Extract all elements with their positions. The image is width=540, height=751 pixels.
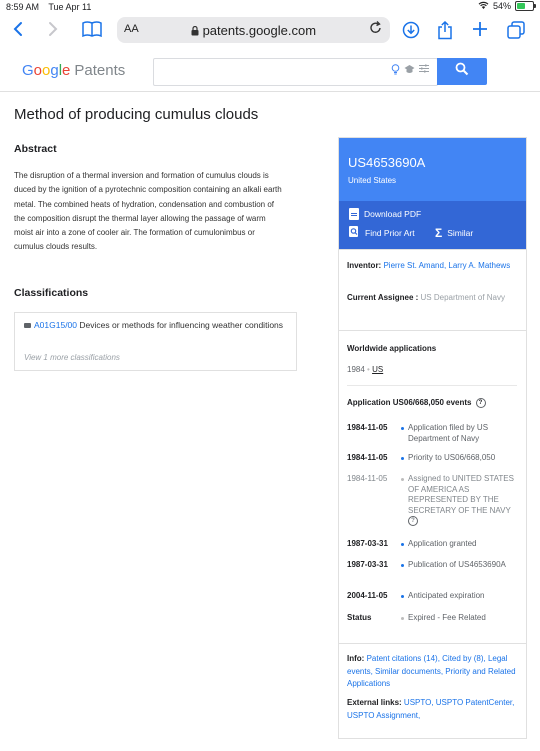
download-pdf-button[interactable] bbox=[349, 208, 421, 220]
patents-header bbox=[0, 52, 540, 92]
status-date: Tue Apr 11 bbox=[48, 2, 92, 12]
battery-percent: 54% bbox=[492, 1, 511, 11]
event-text: Assigned to UNITED STATES OF AMERICA AS REPRESENTED BY THE SECRETARY OF THE NAVY ? bbox=[408, 474, 514, 524]
inventor-line bbox=[347, 260, 517, 273]
reload-icon[interactable] bbox=[370, 21, 382, 37]
page-title: Method of producing cumulus clouds bbox=[14, 106, 259, 123]
external-links[interactable]: USPTO, USPTO PatentCenter, USPTO Assignment, bbox=[347, 698, 515, 720]
inventor-section bbox=[339, 249, 526, 330]
tabs-overview-icon[interactable] bbox=[507, 21, 525, 42]
url-text bbox=[117, 23, 390, 38]
assignee-label: Current Assignee : bbox=[347, 293, 419, 302]
classification-description: Devices or methods for influencing weather conditions bbox=[79, 320, 284, 330]
event-dot bbox=[401, 543, 404, 546]
event-dot bbox=[401, 427, 404, 430]
back-icon[interactable] bbox=[12, 21, 24, 40]
bookmarks-icon[interactable] bbox=[82, 21, 102, 40]
patent-summary-card bbox=[338, 137, 527, 739]
external-links-label: External links: bbox=[347, 698, 402, 707]
info-label: Info: bbox=[347, 654, 365, 663]
forward-icon[interactable] bbox=[47, 21, 59, 40]
event-date: 1984-11-05 bbox=[347, 453, 388, 462]
event-dot bbox=[401, 478, 404, 481]
event-text: Application filed by US Department of Navy bbox=[408, 423, 489, 443]
address-bar[interactable] bbox=[117, 17, 390, 43]
event-dot bbox=[401, 564, 404, 567]
prior-art-search-icon bbox=[349, 226, 360, 240]
application-events-heading bbox=[347, 397, 486, 410]
status-value: Expired - Fee Related bbox=[408, 613, 486, 622]
info-line bbox=[347, 653, 519, 691]
inventor-links[interactable]: Pierre St. Amand, Larry A. Mathews bbox=[383, 261, 511, 270]
event-text: Application granted bbox=[408, 539, 477, 548]
find-prior-art-button[interactable] bbox=[349, 226, 415, 240]
search-icon bbox=[455, 62, 469, 81]
assignee-value: US Department of Navy bbox=[420, 293, 505, 302]
worldwide-country-link[interactable]: US bbox=[372, 365, 384, 374]
assignee-line bbox=[347, 292, 517, 305]
event-dot bbox=[401, 595, 404, 598]
classifications-box bbox=[14, 312, 297, 371]
google-patents-logo[interactable]: Google Patents bbox=[22, 62, 126, 79]
similar-button[interactable] bbox=[435, 226, 473, 240]
search-button[interactable] bbox=[437, 58, 487, 85]
scholar-icon[interactable] bbox=[404, 64, 415, 78]
text-size-button[interactable]: AA bbox=[124, 23, 139, 35]
help-icon[interactable]: ? bbox=[476, 398, 486, 408]
help-icon[interactable]: ? bbox=[408, 516, 418, 526]
new-tab-icon[interactable] bbox=[472, 21, 488, 40]
publication-number: US4653690A bbox=[348, 155, 426, 170]
event-date: 1984-11-05 bbox=[347, 423, 388, 432]
event-text: Publication of US4653690A bbox=[408, 560, 506, 569]
downloads-icon[interactable] bbox=[402, 21, 420, 42]
lock-icon bbox=[191, 23, 203, 38]
event-dot bbox=[401, 617, 404, 620]
abstract-text: The disruption of a thermal inversion and formation of cumulus clouds is duced by the ignition of a pyrotechnic composition containing an alkali earth metal. The combined heats of hydration, condensation and combustion of the composition disrupt the thermal layer allowing the passage of warm moist air into a zone of cooler air. The formation of cumulonimbus or cumulus clouds results. bbox=[14, 171, 282, 252]
download-pdf-label: Download PDF bbox=[364, 209, 422, 219]
classification-tag-icon bbox=[24, 323, 31, 328]
inventor-label: Inventor: bbox=[347, 261, 382, 270]
card-header bbox=[339, 138, 526, 201]
event-date: 1987-03-31 bbox=[347, 560, 388, 569]
event-dot bbox=[401, 457, 404, 460]
browser-toolbar bbox=[0, 14, 540, 46]
share-icon[interactable] bbox=[437, 21, 453, 43]
info-section bbox=[339, 643, 526, 739]
application-events-title: Application US06/668,050 events bbox=[347, 398, 472, 407]
event-date: 1987-03-31 bbox=[347, 539, 388, 548]
classification-item bbox=[24, 319, 286, 332]
info-links[interactable]: Patent citations (14), Cited by (8), Legal events, Similar documents, Priority and Related Applications bbox=[347, 654, 516, 688]
divider bbox=[347, 385, 517, 386]
search-input[interactable] bbox=[153, 58, 438, 86]
status-time: 8:59 AM bbox=[6, 2, 40, 12]
country: United States bbox=[348, 176, 397, 185]
lightbulb-icon[interactable] bbox=[391, 64, 400, 78]
event-text: Priority to US06/668,050 bbox=[408, 453, 496, 462]
status-bar bbox=[0, 0, 540, 14]
battery-icon bbox=[515, 1, 534, 11]
worldwide-heading: Worldwide applications bbox=[347, 344, 437, 353]
pdf-icon bbox=[349, 208, 359, 220]
filter-settings-icon[interactable] bbox=[419, 64, 429, 78]
classification-code-link[interactable]: A01G15/00 bbox=[34, 320, 78, 330]
similar-label: Similar bbox=[447, 228, 474, 238]
view-more-classifications-link[interactable]: View 1 more classifications bbox=[24, 353, 120, 362]
worldwide-applications: 1984 • US bbox=[347, 365, 384, 374]
event-date: 1984-11-05 bbox=[347, 474, 388, 483]
external-links-line bbox=[347, 697, 519, 722]
event-date: 2004-11-05 bbox=[347, 591, 388, 600]
classifications-heading: Classifications bbox=[14, 287, 89, 299]
card-actions bbox=[339, 201, 526, 249]
event-text: Anticipated expiration bbox=[408, 591, 485, 600]
url-label: patents.google.com bbox=[202, 23, 317, 38]
worldwide-year: 1984 bbox=[347, 365, 365, 374]
wifi-icon bbox=[478, 1, 489, 11]
abstract-heading: Abstract bbox=[14, 143, 57, 155]
status-label: Status bbox=[347, 613, 372, 622]
sigma-icon: Σ bbox=[435, 226, 443, 240]
find-prior-art-label: Find Prior Art bbox=[365, 228, 415, 238]
